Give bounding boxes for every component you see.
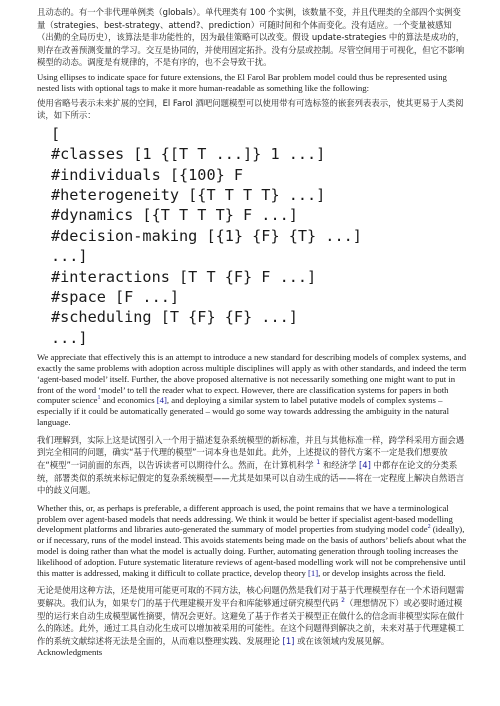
text: We appreciate that effectively this is an attempt to introduce a new standard for describing models of complex systems, and exactly the same problems with adoption across multiple disciplines will apply as with other standards, and indeed the term ‘agent-based model’ itself. Further, the above proposed alternative is not necessarily something one might want to put in front of the word ‘model’ to tell the reader what to expect. However, there are classification systems for papers in both computer science [37,352,467,406]
text: (ideally), or if necessary, runs of the model instead. This avoids statements being made on the basis of authors’ beliefs about what the model is doing rather than what the model is actually doing. Further, automating generation through tooling increases the likelihood of adoption. Future systematic literature reviews of agent-based modelling work will not be comprehensive until this matter is addressed, making it difficult to collate practice, develop theory [37,524,467,578]
code-line: [ [51,124,61,143]
code-line: #individuals [{100} F [51,165,244,184]
code-block [51,124,467,348]
code-line: #interactions [T T {F} F ...] [51,267,317,286]
text: 无论是使用这种方法，还是使用可能更可取的不同方法，核心问题仍然是我们对于基于代理模型存在一个术语问题需要解决。我们认为，如果专门的基于代理建模开发平台和库能够通过研究模型代码 [37,585,465,608]
text: 或在该领域内发展见解。 [294,635,390,646]
footnote-marker[interactable]: 2 [341,597,345,605]
paragraph-zh-1: 且动态的。有一个非代理单例类（globals）。单代理类有 100 个实例，该数量不变，并且代理类的全部四个实例变量（strategies、best-strategy、attend?、prediction）可随时间和个体而变化。没有适应。一个变量被感知（出勤的全局历史），该算法是非功能性的，因为最佳策略可以改变。假设 update-strategies 中的算法是成功的，则存在改善预测变量的学习。交互是协同的，并使用固定拓扑。没有分层或控制。尽管空间用于可视化，但它不影响模型的动态。调度是有规律的，不是有序的，也不会导致干扰。 [37,7,465,68]
text: 中都存在论文的分类系统，部署类似的系统来标记假定的复杂系统模型——尤其是如果可以自动生成的话——将在一定程度上解决自然语言中的歧义问题。 [37,459,465,496]
citation-link[interactable]: [4] [359,459,371,470]
paragraph-en-3 [37,352,467,428]
text: Whether this, or, as perhaps is preferable, a different approach is used, the point remains that we have a terminological problem over agent-based models that needs addressing. We think it would be better if specialist agent-based modelling development platforms and libraries auto-generated the summary of model properties from studying model code [37,502,453,535]
paragraph-zh-4 [37,584,467,647]
text: , or develop insights across the field. [318,567,446,578]
text: and economics [100,395,157,406]
code-line: ...] [51,328,88,347]
footnote-marker[interactable]: 1 [316,459,321,467]
code-line: #dynamics [{T T T T} F ...] [51,206,298,225]
code-line: ...] [51,247,88,266]
code-line: #heterogeneity [{T T T T} ...] [51,185,326,204]
code-line: #space [F ...] [51,288,180,306]
paper-page [37,6,467,658]
code-line: #classes [1 {[T T ...]} 1 ...] [51,145,326,164]
text: （理想情况下）或必要时通过模型的运行来自动生成模型属性摘要，情况会更好。这避免了基于作者关于模型正在做什么的信念而非模型实际在做什么的陈述。此外，通过工具自动化生成可以增加被采用的可能性。在这个问题得到解决之前，未来对基于代理建模工作的系统文献综述将无法是全面的，从而难以整理实践、发展理论 [37,597,465,646]
text: , and deploying a similar system to label putative models of complex systems – especially if it could be automatically generated – would go some way towards addressing the ambiguity in the natural language. [37,395,450,427]
code-line: #decision-making [{1} {F} {T} ...] [51,226,362,245]
section-heading-acknowledgments: Acknowledgments [37,647,103,658]
text: 和经济学 [320,459,359,470]
citation-link[interactable]: [1] [282,635,295,646]
footnote-marker[interactable]: 2 [427,524,431,531]
paragraph-zh-2: 使用省略号表示未来扩展的空间，El Farol 酒吧问题模型可以使用带有可选标签的嵌套列表表示，使其更易于人类阅读，如下所示： [37,97,464,121]
code-line: #scheduling [T {F} {F} ...] [51,308,298,327]
citation-link[interactable]: [1] [308,567,319,578]
paragraph-en-1: Using ellipses to indicate space for future extensions, the El Farol Bar problem model could thus be represented using nested lists with optional tags to make it more human-readable as something like the following: [37,71,447,93]
paragraph-zh-3 [37,434,467,497]
text: 我们理解到，实际上这是试图引入一个用于描述复杂系统模型的新标准，并且与其他标准一样，跨学科采用方面会遇到完全相同的问题，确实“基于代理的模型”一词本身也是如此。此外，上述提议的替代方案不一定是我们想要放在“模型”一词前面的东西，以告诉读者可以期待什么。然而，在计算机科学 [37,434,465,470]
citation-link[interactable]: [4] [156,395,167,406]
paragraph-en-4 [37,503,467,579]
footnote-marker[interactable]: 1 [97,395,101,402]
